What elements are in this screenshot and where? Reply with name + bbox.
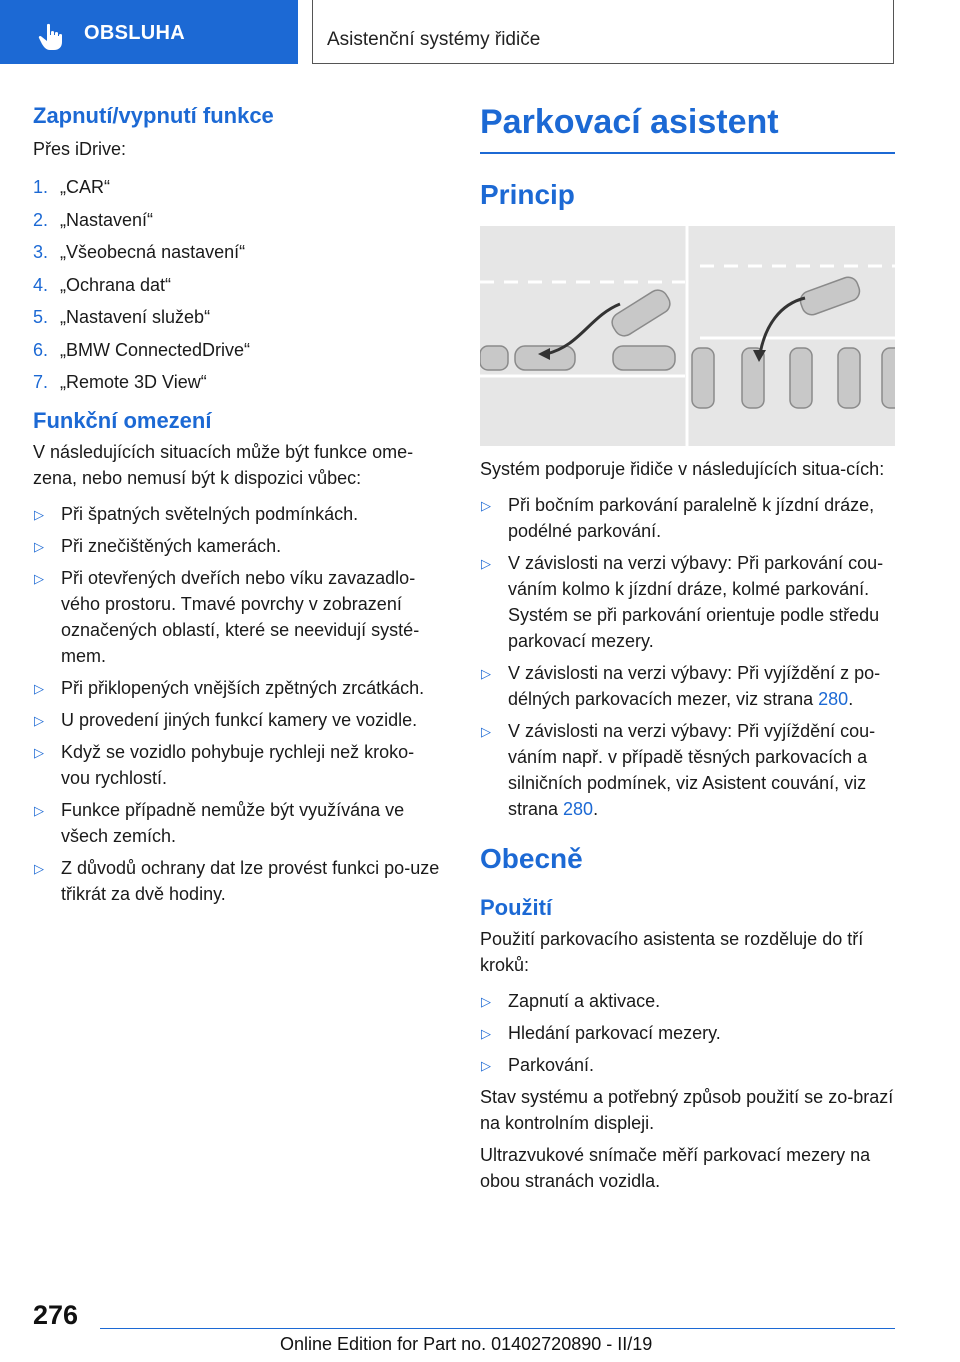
bullet-triangle-icon: ▷ <box>34 713 44 728</box>
parking-diagram <box>480 226 895 446</box>
heading-limits: Funkční omezení <box>33 408 212 433</box>
principle-list <box>480 492 895 822</box>
section-title: Asistenční systémy řidiče <box>327 29 541 50</box>
page-link[interactable]: 280 <box>563 799 594 819</box>
principle-text: V závislosti na verzi výbavy: Při parkování cou‐váním kolmo k jízdní dráze, kolmé parkování. Systém se při parkování orientuje podle středu parkovací mezery. <box>508 553 884 651</box>
step-text: „Ochrana dat“ <box>60 274 172 295</box>
tab-label: OBSLUHA <box>84 22 185 44</box>
intro-text: Přes iDrive: <box>33 139 127 159</box>
title-rule <box>480 152 895 154</box>
limits-list <box>33 501 443 907</box>
usage-paragraph-2: Ultrazvukové snímače měří parkovací mezery na obou stranách vozidla. <box>480 1145 871 1191</box>
limit-text: Při přiklopených vnějších zpětných zrcátkách. <box>61 678 425 698</box>
step-item <box>33 239 443 265</box>
footer-rule <box>100 1328 895 1329</box>
step-text: „Nastavení služeb“ <box>60 307 211 327</box>
usage-step <box>480 1052 895 1078</box>
bullet-triangle-icon: ▷ <box>34 681 44 696</box>
section-header <box>312 0 894 64</box>
limit-text: Při znečištěných kamerách. <box>61 536 282 556</box>
limit-item <box>33 739 443 791</box>
step-item <box>33 174 443 200</box>
principle-text: Při bočním parkování paralelně k jízdní dráze, podélné parkování. <box>508 495 875 541</box>
sentence-end: . <box>593 799 599 819</box>
usage-step-text: Hledání parkovací mezery. <box>508 1023 721 1043</box>
step-item <box>33 207 443 233</box>
sentence-end: . <box>848 689 854 709</box>
usage-step <box>480 1020 895 1046</box>
usage-step <box>480 988 895 1014</box>
step-item <box>33 304 443 330</box>
left-column <box>33 100 443 913</box>
step-number: 5. <box>33 307 49 327</box>
bullet-triangle-icon: ▷ <box>481 1026 491 1041</box>
limit-text: Z důvodů ochrany dat lze provést funkci po‐uze třikrát za dvě hodiny. <box>61 858 440 904</box>
step-text: „BMW ConnectedDrive“ <box>60 339 251 360</box>
limit-text: Při špatných světelných podmínkách. <box>61 504 359 524</box>
limit-item <box>33 501 443 527</box>
limit-text: Při otevřených dveřích nebo víku zavazadlo‐vého prostoru. Tmavé povrchy v zobrazení označených oblastí, které se neevidují systé‐mem. <box>61 568 420 666</box>
bullet-triangle-icon: ▷ <box>34 861 44 876</box>
limit-item <box>33 797 443 849</box>
bullet-triangle-icon: ▷ <box>34 507 44 522</box>
step-text: „CAR“ <box>60 177 110 197</box>
limit-text: Když se vozidlo pohybuje rychleji než kroko‐vou rychlostí. <box>61 742 415 788</box>
steps-list <box>33 174 443 395</box>
step-text: „Nastavení“ <box>60 209 154 230</box>
usage-step-text: Zapnutí a aktivace. <box>508 991 661 1011</box>
bullet-triangle-icon: ▷ <box>34 745 44 760</box>
usage-intro: Použití parkovacího asistenta se rozděluje do tří kroků: <box>480 929 864 975</box>
step-number: 6. <box>33 339 49 360</box>
limits-intro: V následujících situacích může být funkce ome‐zena, nebo nemusí být k dispozici vůbec: <box>33 442 414 488</box>
bullet-triangle-icon: ▷ <box>481 1058 491 1073</box>
step-text: „Všeobecná nastavení“ <box>60 242 246 262</box>
principle-item <box>480 492 895 544</box>
usage-list <box>480 988 895 1078</box>
usage-paragraph-1: Stav systému a potřebný způsob použití se zo‐brazí na kontrolním displeji. <box>480 1087 894 1133</box>
limit-item <box>33 533 443 559</box>
bullet-triangle-icon: ▷ <box>481 556 491 571</box>
bullet-triangle-icon: ▷ <box>34 803 44 818</box>
limit-item <box>33 707 443 733</box>
heading-principle: Princip <box>480 179 575 210</box>
step-text: „Remote 3D View“ <box>60 372 207 392</box>
section-tab[interactable] <box>0 0 298 64</box>
step-number: 2. <box>33 209 49 230</box>
bullet-triangle-icon: ▷ <box>481 666 491 681</box>
heading-toggle: Zapnutí/vypnutí funkce <box>33 103 274 128</box>
principle-item <box>480 660 895 712</box>
step-item <box>33 337 443 363</box>
heading-general: Obecně <box>480 843 583 874</box>
heading-usage: Použití <box>480 895 553 920</box>
edition-text: Online Edition for Part no. 01402720890 - II/19 <box>280 1334 653 1354</box>
principle-item <box>480 718 895 822</box>
main-title: Parkovací asistent <box>480 103 779 141</box>
usage-step-text: Parkování. <box>508 1055 595 1075</box>
step-item <box>33 369 443 395</box>
limit-item <box>33 565 443 669</box>
principle-text: V závislosti na verzi výbavy: Při vyjíždění cou‐váním např. v případě těsných parkovacích a silničních podmínek, viz Asistent couvání, viz strana <box>508 721 876 819</box>
bullet-triangle-icon: ▷ <box>481 994 491 1009</box>
step-number: 7. <box>33 372 49 392</box>
step-number: 3. <box>33 242 49 262</box>
principle-intro: Systém podporuje řidiče v následujících situa‐cích: <box>480 459 885 479</box>
principle-item <box>480 550 895 654</box>
parking-illustration <box>480 226 895 446</box>
right-column <box>480 100 895 1194</box>
bullet-triangle-icon: ▷ <box>34 539 44 554</box>
bullet-triangle-icon: ▷ <box>34 571 44 586</box>
principle-text: V závislosti na verzi výbavy: Při vyjíždění z po‐délných parkovacích mezer, viz strana <box>508 663 881 709</box>
bullet-triangle-icon: ▷ <box>481 498 491 513</box>
hand-pointer-icon <box>38 23 64 51</box>
limit-item <box>33 675 443 701</box>
step-number: 1. <box>33 177 49 197</box>
page-number: 276 <box>33 1300 79 1330</box>
step-number: 4. <box>33 274 49 295</box>
page-link[interactable]: 280 <box>818 689 849 709</box>
limit-text: Funkce případně nemůže být využívána ve všech zemích. <box>61 800 405 846</box>
step-item <box>33 272 443 298</box>
limit-text: U provedení jiných funkcí kamery ve vozidle. <box>61 710 418 730</box>
bullet-triangle-icon: ▷ <box>481 724 491 739</box>
limit-item <box>33 855 443 907</box>
